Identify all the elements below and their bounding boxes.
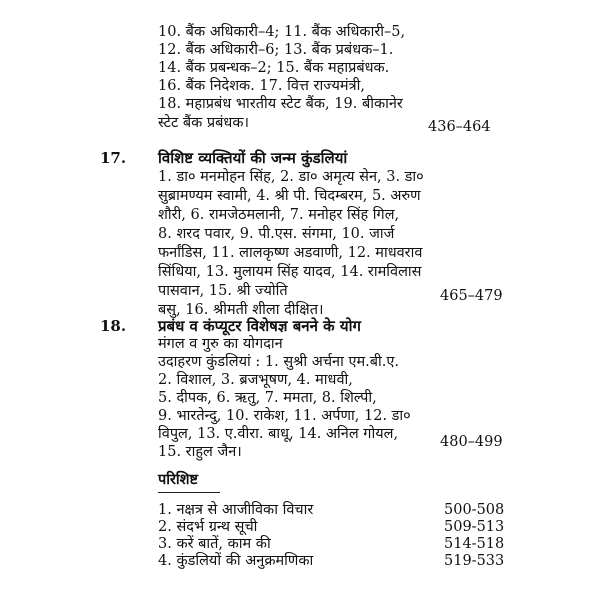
entry-16-line: 18. महाप्रबंध भारतीय स्टेट बैंक, 19. बीकानेर: [158, 96, 403, 112]
entry-17-number: 17.: [100, 149, 127, 167]
entry-16-line: 12. बैंक अधिकारी–6; 13. बैंक प्रबंधक–1.: [158, 42, 394, 58]
entry-18-line: 2. विशाल, 3. ब्रजभूषण, 4. माधवी,: [158, 372, 353, 388]
entry-17-pages: 465–479: [440, 288, 503, 304]
appendix-item-pages: 519-533: [444, 553, 505, 569]
entry-18-line: 5. दीपक, 6. ऋतु, 7. ममता, 8. शिल्पी,: [158, 390, 377, 406]
entry-18-number: 18.: [100, 317, 127, 335]
appendix-item-label: 2. संदर्भ ग्रन्थ सूची: [158, 519, 258, 535]
entry-18-line: 9. भारतेन्दु, 10. राकेश, 11. अर्पणा, 12. डा०: [158, 408, 411, 424]
entry-18-line: 15. राहुल जैन।: [158, 444, 242, 460]
entry-17-line: सुब्रामण्यम स्वामी, 4. श्री पी. चिदम्बरम, 5. अरुण: [158, 188, 421, 204]
entry-18-pages: 480–499: [440, 434, 503, 450]
entry-18-line: उदाहरण कुंडलियां : 1. सुश्री अर्चना एम.बी.ए.: [158, 354, 400, 370]
appendix-item-label: 4. कुंडलियों की अनुक्रमणिका: [158, 553, 314, 569]
entry-18-title: प्रबंध व कंप्यूटर विशेषज्ञ बनने के योग: [158, 317, 361, 335]
entry-16-line: 14. बैंक प्रबन्धक–2; 15. बैंक महाप्रबंधक.: [158, 60, 390, 76]
appendix-item-pages: 509-513: [444, 519, 505, 535]
appendix-heading: परिशिष्ट: [158, 471, 199, 488]
appendix-item-pages: 514-518: [444, 536, 505, 552]
entry-17-line: बसु, 16. श्रीमती शीला दीक्षित।: [158, 302, 324, 318]
entry-17-line: फर्नांडिस, 11. लालकृष्ण अडवाणी, 12. माधवराव: [158, 245, 423, 261]
entry-18-subtitle: मंगल व गुरु का योगदान: [158, 336, 283, 352]
entry-17-line: 1. डा० मनमोहन सिंह, 2. डा० अमृत्य सेन, 3. डा०: [158, 169, 424, 185]
entry-16-line: स्टेट बैंक प्रबंधक।: [158, 115, 249, 131]
entry-17-line: 8. शरद पवार, 9. पी.एस. संगमा, 10. जार्ज: [158, 226, 395, 242]
entry-17-line: शौरी, 6. रामजेठमलानी, 7. मनोहर सिंह गिल,: [158, 207, 400, 223]
appendix-heading-underline: [158, 492, 220, 493]
entry-18-line: विपुल, 13. ए.वीरा. बाधू, 14. अनिल गोयल,: [158, 426, 399, 442]
appendix-item-label: 3. करें बातें, काम की: [158, 536, 271, 552]
entry-17-line: सिंधिया, 13. मुलायम सिंह यादव, 14. रामविलास: [158, 264, 422, 280]
appendix-item-pages: 500-508: [444, 502, 505, 518]
entry-16-line: 16. बैंक निदेशक. 17. वित्त राज्यमंत्री,: [158, 78, 365, 94]
entry-16-pages: 436–464: [428, 119, 491, 135]
entry-17-title: विशिष्ट व्यक्तियों की जन्म कुंडलियां: [158, 149, 348, 167]
entry-16-line: 10. बैंक अधिकारी–4; 11. बैंक अधिकारी–5,: [158, 24, 406, 40]
appendix-item-label: 1. नक्षत्र से आजीविका विचार: [158, 502, 314, 518]
entry-17-line: पासवान, 15. श्री ज्योति: [158, 283, 288, 299]
